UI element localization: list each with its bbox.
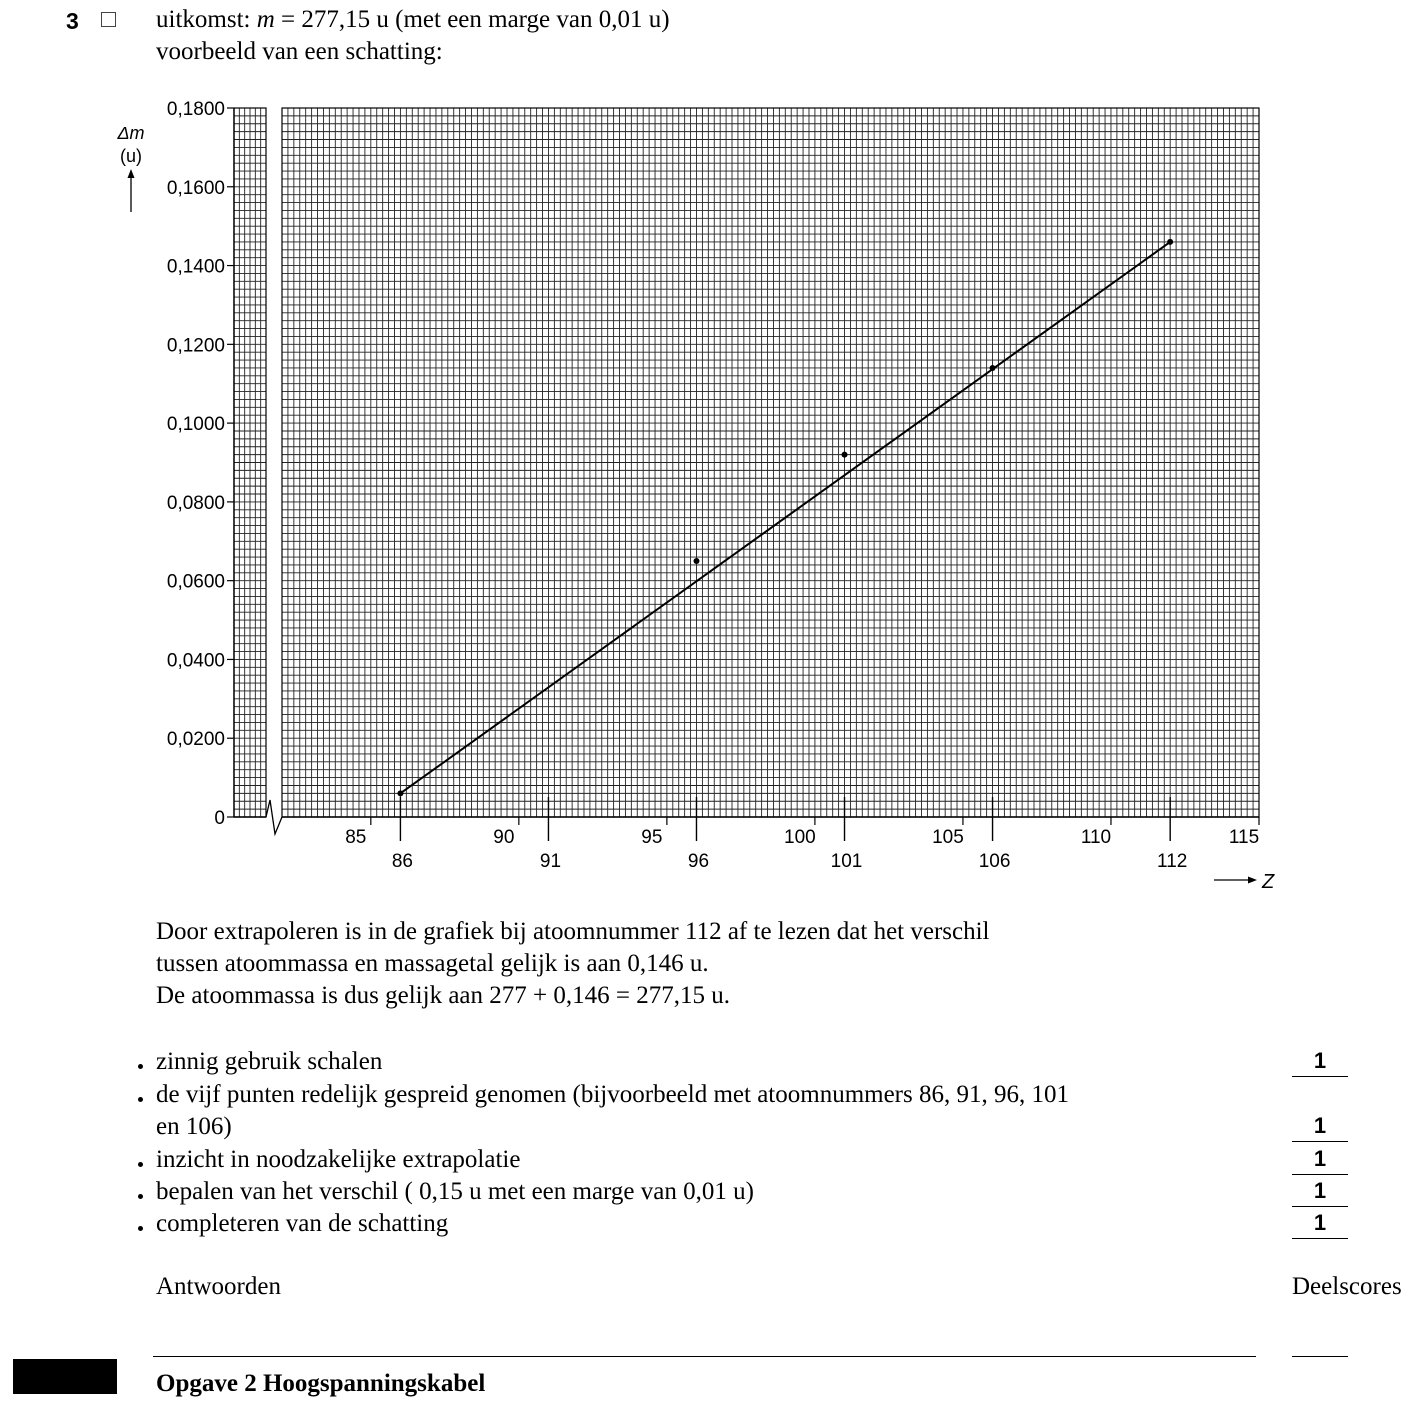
- data-point: [990, 365, 996, 371]
- y-tick-label: 0,0400: [166, 650, 225, 672]
- x-tick-label-bottom: 112: [1157, 851, 1188, 872]
- x-tick-label-top: 105: [932, 827, 964, 848]
- x-tick-label-top: 100: [784, 827, 816, 848]
- data-point: [397, 790, 403, 796]
- next-exercise-title: Opgave 2 Hoogspanningskabel: [156, 1370, 486, 1397]
- y-tick-label: 0,1400: [166, 256, 225, 278]
- x-tick-label-top: 115: [1228, 827, 1260, 848]
- criterion-5: completeren van de schatting: [156, 1210, 449, 1237]
- section-divider: [153, 1356, 1256, 1357]
- criterion-2: de vijf punten redelijk gespreid genomen (bijvoorbeeld met atoomnummers 86, 91, 96, 101: [156, 1081, 1069, 1108]
- x-tick-label-bottom: 96: [687, 851, 710, 872]
- bullet-icon: [138, 1162, 143, 1167]
- explanation-line-2: tussen atoommassa en massagetal gelijk is aan 0,146 u.: [156, 950, 709, 977]
- data-point: [693, 558, 699, 564]
- criterion-1: zinnig gebruik schalen: [156, 1048, 383, 1075]
- y-axis-label-symbol: Δm: [117, 123, 145, 143]
- bullet-icon: [138, 1097, 143, 1102]
- x-axis-arrow: [1214, 877, 1257, 884]
- x-tick-label-bottom: 106: [978, 851, 1011, 872]
- explanation-line-3: De atoommassa is dus gelijk aan 277 + 0,146 = 277,15 u.: [156, 982, 730, 1009]
- axis-break-zigzag: [266, 800, 282, 834]
- x-tick-label-bottom: 101: [830, 851, 863, 872]
- criterion-4: bepalen van het verschil ( 0,15 u met een marge van 0,01 u): [156, 1178, 754, 1205]
- y-axis-label-unit: (u): [120, 146, 142, 166]
- answers-heading: Antwoorden: [156, 1273, 281, 1300]
- chart-axes: [167, 99, 1259, 872]
- criterion-2-continued: en 106): [156, 1113, 232, 1140]
- x-tick-label-top: 110: [1080, 827, 1112, 848]
- y-tick-label: 0,1200: [166, 335, 225, 357]
- score-1: 1: [1292, 1046, 1348, 1077]
- explanation-line-1: Door extrapoleren is in de grafiek bij atoomnummer 112 af te lezen dat het verschil: [156, 918, 990, 945]
- partial-scores-heading: Deelscores: [1292, 1273, 1402, 1300]
- y-tick-label: 0,0800: [166, 492, 225, 514]
- x-axis-label: Z: [1262, 871, 1275, 893]
- x-tick-label-top: 85: [345, 827, 367, 848]
- score-2: 1: [1292, 1111, 1348, 1142]
- score-3: 1: [1292, 1144, 1348, 1175]
- x-tick-label-top: 90: [493, 827, 515, 848]
- outcome-prefix: uitkomst:: [156, 6, 257, 33]
- y-tick-label: 0,0200: [166, 729, 225, 751]
- example-intro: voorbeeld van een schatting:: [156, 38, 443, 65]
- y-tick-label: 0,1800: [166, 99, 225, 120]
- x-tick-label-bottom: 91: [539, 851, 562, 872]
- y-tick-label: 0,1000: [166, 414, 225, 436]
- y-axis-arrow: [128, 169, 135, 212]
- y-tick-label: 0: [214, 808, 225, 829]
- outcome-value: = 277,15 u (met een marge van 0,01 u): [274, 6, 670, 33]
- score-4: 1: [1292, 1176, 1348, 1207]
- y-tick-label: 0,1600: [166, 177, 225, 199]
- question-number: 3: [66, 8, 79, 34]
- score-5: 1: [1292, 1208, 1348, 1239]
- bullet-icon: [138, 1194, 143, 1199]
- score-divider: [1292, 1356, 1348, 1357]
- bullet-icon: [138, 1064, 143, 1069]
- y-tick-label: 0,0600: [166, 571, 225, 593]
- axis-break: [266, 800, 282, 834]
- data-point: [842, 452, 848, 458]
- x-tick-label-top: 95: [641, 827, 663, 848]
- x-tick-label-bottom: 86: [391, 851, 413, 872]
- bullet-icon: [138, 1226, 143, 1231]
- section-marker: [13, 1359, 117, 1394]
- criterion-3: inzicht in noodzakelijke extrapolatie: [156, 1146, 521, 1173]
- data-point: [1167, 239, 1173, 245]
- chart-grid: [234, 108, 1259, 817]
- outcome-variable: m: [256, 6, 275, 33]
